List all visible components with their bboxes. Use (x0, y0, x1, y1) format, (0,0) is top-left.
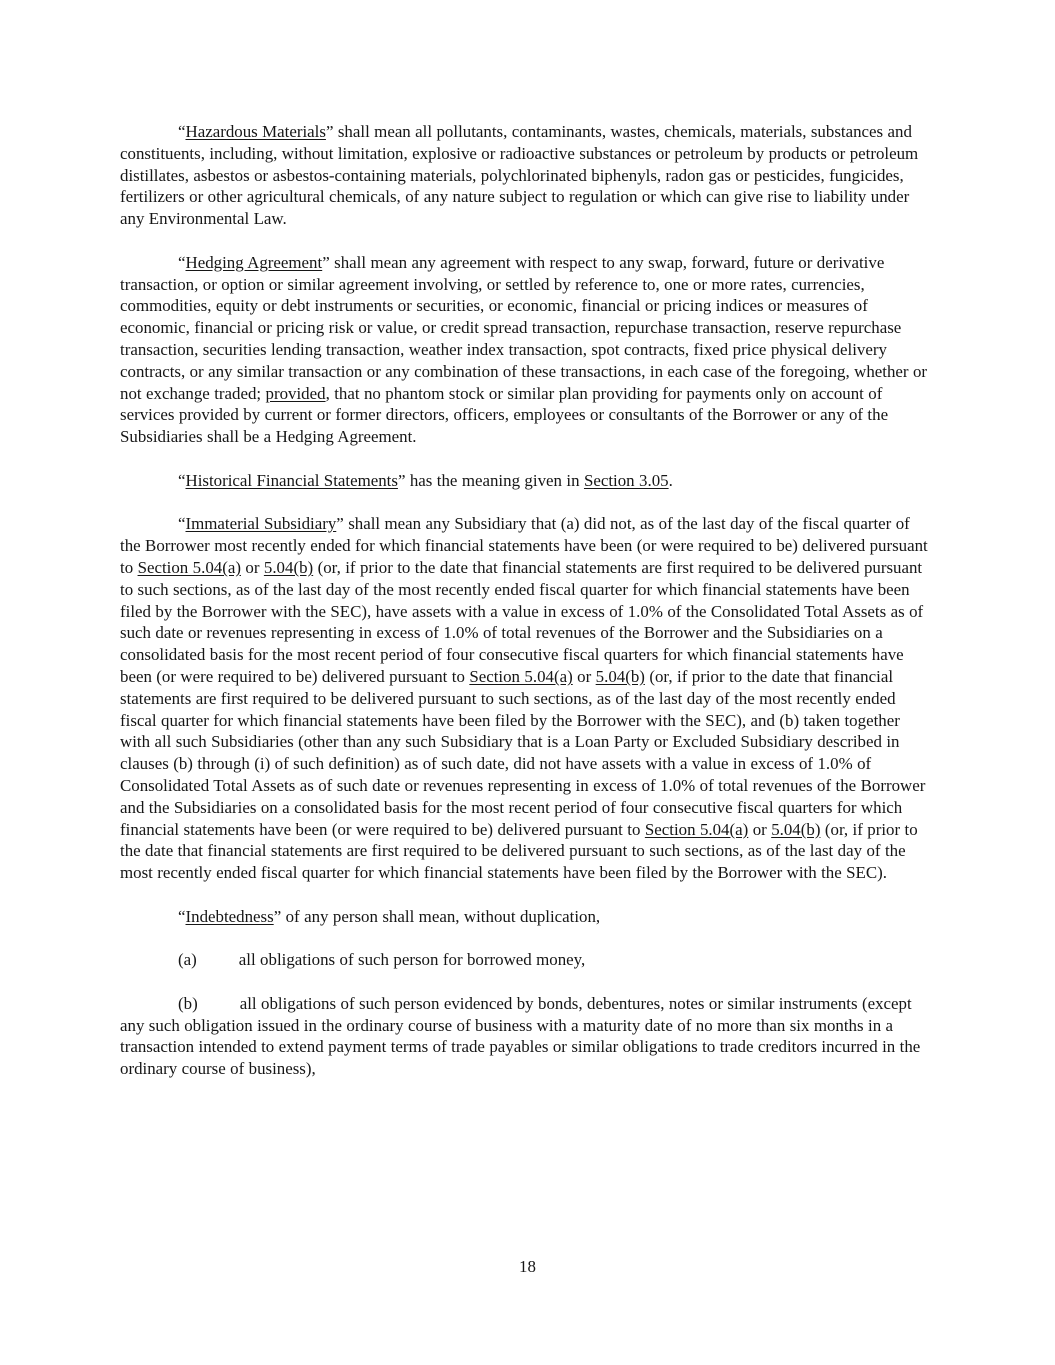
defined-term: 5.04(b) (771, 819, 821, 839)
text-run: (or, if prior to the date that financial statements are first required to be delivered pursuant to such sections, as of the last day of the most recently ended fiscal quarter for which financial statements have been filed by the Borrower with the SEC), have assets with a value in excess of 1.0% of the Consolidated Total Assets as of such date or revenues representing in excess of 1.0% of total revenues of the Borrower and the Subsidiaries on a consolidated basis for the most recent period of four consecutive fiscal quarters for which financial statements have been (or were required to be) delivered pursuant to (120, 557, 924, 686)
defined-term: Hazardous Materials (185, 122, 326, 141)
defined-term: Historical Financial Statements (185, 470, 398, 490)
text-run: all obligations of such person for borrowed money, (238, 950, 586, 970)
defined-term: Section 3.05 (583, 470, 669, 490)
text-run: “ (178, 122, 186, 141)
defined-term: provided (265, 383, 326, 403)
tab-space (198, 1008, 240, 1009)
text-run: or (572, 666, 596, 686)
text-run: “ (178, 252, 186, 272)
defined-term: Section 5.04(a) (137, 557, 241, 577)
text-run: ” shall mean all pollutants, contaminants, wastes, chemicals, materials, substances and constituents, including, without limitation, explosive or radioactive substances or petroleum by products or petroleum distillates, asbestos or asbestos-containing materials, polychlorinated biphenyls, radon gas or pesticides, fungicides, fertilizers or other agricultural chemicals, of any nature subject to regulation or which can give rise to liability under any Environmental Law. (120, 122, 919, 229)
text-run: ” shall mean any Subsidiary that (a) did not, as of the last day of the fiscal quarter of the Borrower most recently ended for which financial statements have been (or were required to be) delivered pursuant to (120, 514, 928, 577)
text-run: . (668, 470, 673, 490)
tab-space (197, 964, 239, 965)
text-run: (b) (178, 993, 198, 1013)
text-run: or (748, 819, 772, 839)
text-run: (or, if prior to the date that financial statements are first required to be delivered pursuant to such sections, as of the last day of the most recently ended fiscal quarter for which financial statements have been filed by the Borrower with the SEC). (120, 819, 918, 883)
text-run: or (240, 557, 264, 577)
text-run: (a) (178, 950, 197, 970)
document-body (120, 121, 932, 1080)
paragraph-immaterial-subsidiary-definition (120, 513, 932, 884)
text-run: all obligations of such person evidenced by bonds, debentures, notes or similar instruments (except any such obligation issued in the ordinary course of business with a maturity date of no more than six months in a transaction intended to extend payment terms of trade payables or similar obligations to trade creditors incurred in the ordinary course of business), (120, 993, 921, 1079)
paragraph-historical-financial-statements-definition (120, 470, 932, 492)
defined-term: Section 5.04(a) (644, 819, 749, 839)
defined-term: Section 5.04(a) (469, 666, 573, 686)
text-run: “ (178, 470, 186, 490)
defined-term: 5.04(b) (263, 557, 314, 577)
text-run: “ (178, 906, 186, 926)
text-run: , that no phantom stock or similar plan providing for payments only on account of services provided by current or former directors, officers, employees or consultants of the Borrower or any of the Subsidiaries shall be a Hedging Agreement. (120, 383, 889, 447)
text-run: “ (178, 514, 186, 534)
defined-term: 5.04(b) (595, 666, 645, 686)
text-run: ” has the meaning given in (397, 470, 584, 490)
paragraph-indebtedness-clause-b (120, 993, 932, 1080)
paragraph-hazardous-materials-definition (120, 121, 932, 230)
text-run: ” of any person shall mean, without duplication, (273, 906, 601, 926)
defined-term: Hedging Agreement (185, 252, 323, 272)
paragraph-indebtedness-definition (120, 906, 932, 928)
paragraph-indebtedness-clause-a (120, 949, 932, 971)
defined-term: Immaterial Subsidiary (185, 514, 337, 534)
page-number: 18 (519, 1257, 536, 1276)
text-run: ” shall mean any agreement with respect to any swap, forward, future or derivative transaction, or option or similar agreement involving, or settled by reference to, one or more rates, currencies, commodities, equity or debt instruments or securities, or economic, financial or pricing indices or measures of economic, financial or pricing risk or value, or credit spread transaction, repurchase transaction, reserve repurchase transaction, securities lending transaction, weather index transaction, spot contracts, fixed price physical delivery contracts, or any similar transaction or any combination of these transactions, in each case of the foregoing, whether or not exchange traded; (120, 252, 928, 403)
paragraph-hedging-agreement-definition (120, 252, 932, 448)
text-run: (or, if prior to the date that financial statements are first required to be delivered pursuant to such sections, as of the last day of the most recently ended fiscal quarter for which financial statements have been filed by the Borrower with the SEC), and (b) taken together with all such Subsidiaries (other than any such Subsidiary that is a Loan Party or Excluded Subsidiary described in clauses (b) through (i) of such definition) as of such date, did not have assets with a value in excess of 1.0% of Consolidated Total Assets as of such date or revenues representing in excess of 1.0% of total revenues of the Borrower and the Subsidiaries on a consolidated basis for the most recent period of four consecutive fiscal quarters for which financial statements have been (or were required to be) delivered pursuant to (120, 666, 926, 839)
defined-term: Indebtedness (185, 906, 274, 926)
